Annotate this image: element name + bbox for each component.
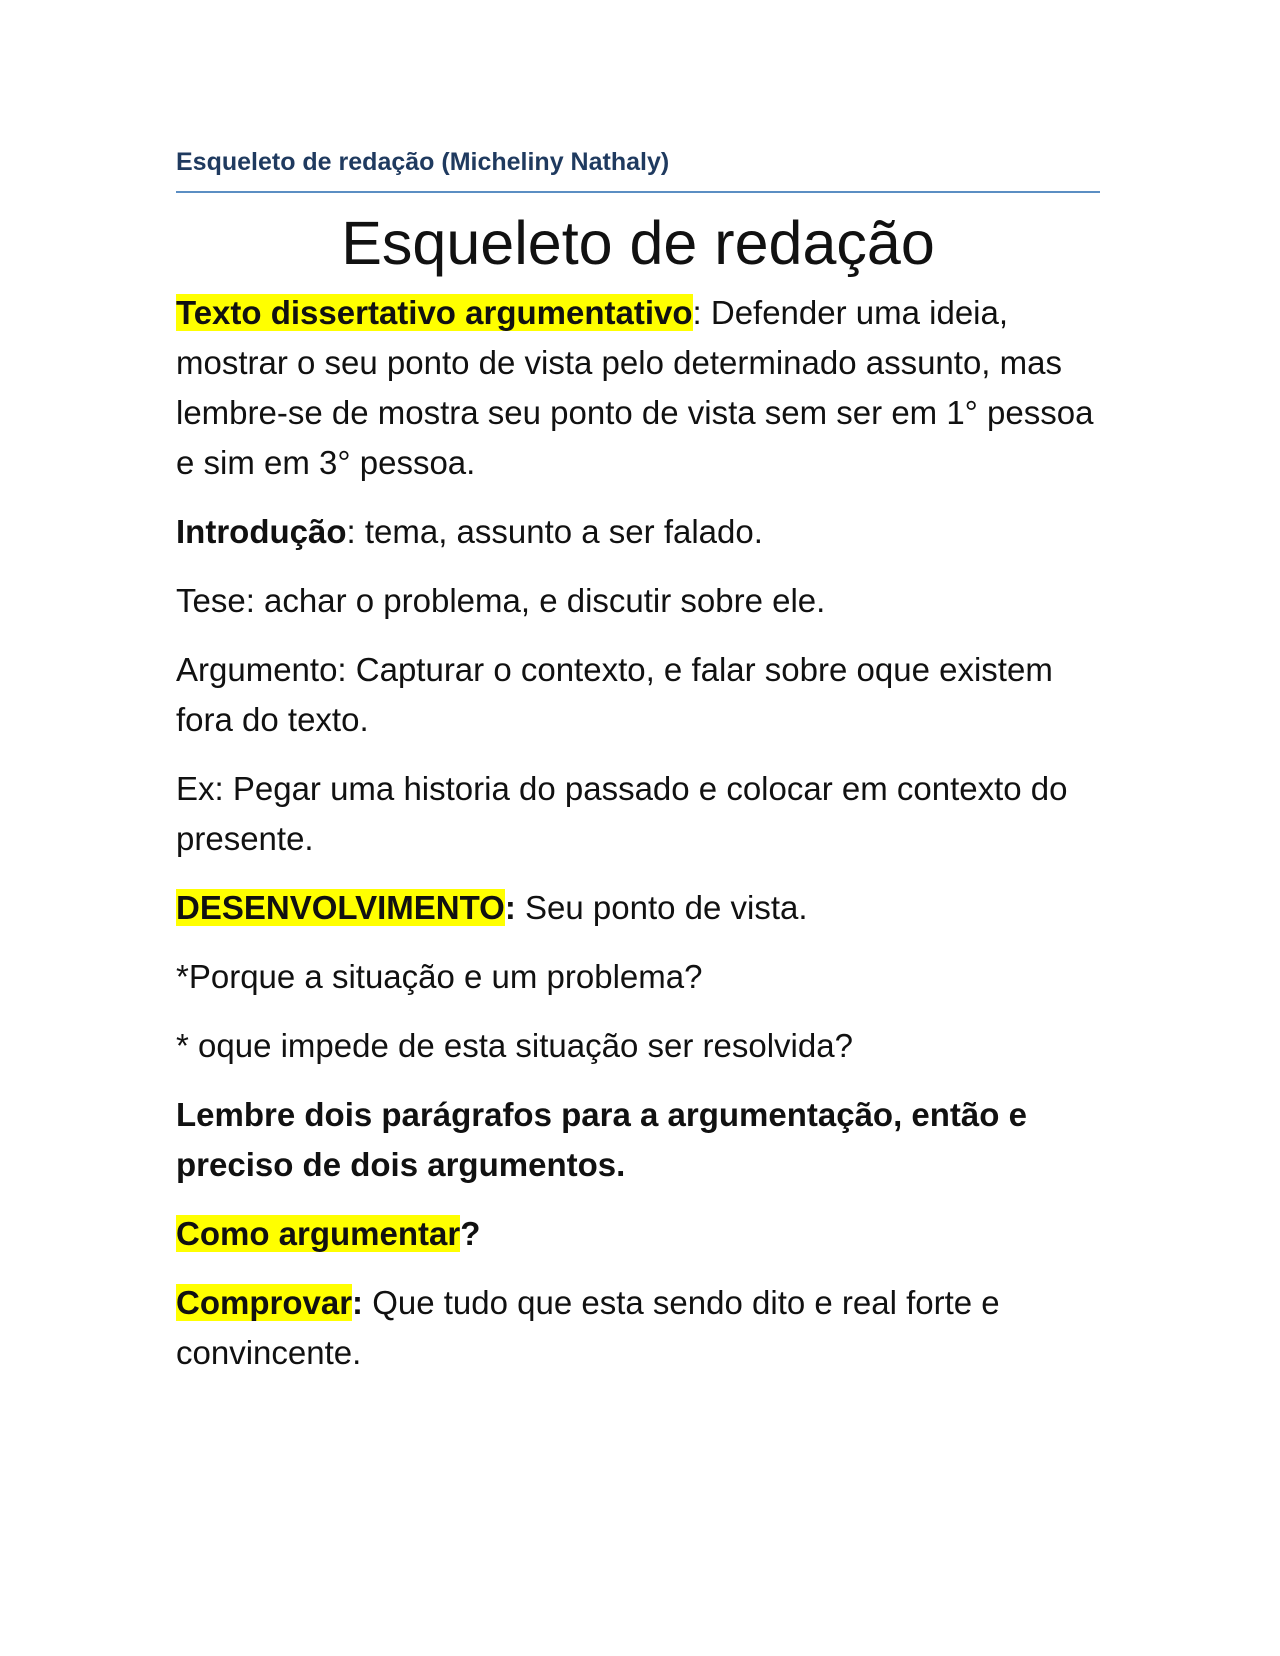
term-separator: : bbox=[352, 1283, 364, 1321]
highlighted-term: DESENVOLVIMENTO bbox=[176, 888, 505, 926]
page-title: Esqueleto de redação bbox=[341, 208, 935, 277]
paragraph-text: Seu ponto de vista. bbox=[515, 888, 808, 926]
term-separator: : bbox=[692, 293, 702, 331]
highlighted-term: Como argumentar bbox=[176, 1214, 461, 1252]
paragraph-tese: Tese: achar o problema, e discutir sobre ele. bbox=[176, 581, 826, 619]
paragraph-desenvolvimento bbox=[176, 883, 1100, 933]
paragraph-exemplo: Ex: Pegar uma historia do passado e colocar em contexto do presente. bbox=[176, 769, 1068, 857]
term-separator: : bbox=[504, 888, 516, 926]
bold-term: Introdução bbox=[176, 512, 347, 550]
document-page bbox=[176, 146, 1100, 1397]
paragraph-question-1: *Porque a situação e um problema? bbox=[176, 957, 703, 995]
paragraph-text: Que tudo que esta sendo dito e real forte e convincente. bbox=[176, 1283, 1000, 1371]
paragraph-text: Defender uma ideia, mostrar o seu ponto de vista pelo determinado assunto, mas lembre-se de mostra seu ponto de vista sem ser em 1° pessoa e sim em 3° pessoa. bbox=[176, 293, 1094, 481]
paragraph-question-2: * oque impede de esta situação ser resolvida? bbox=[176, 1026, 853, 1064]
paragraph-argumento: Argumento: Capturar o contexto, e falar sobre oque existem fora do texto. bbox=[176, 650, 1053, 738]
paragraph-lembre: Lembre dois parágrafos para a argumentação, então e preciso de dois argumentos. bbox=[176, 1095, 1027, 1183]
highlighted-term: Comprovar bbox=[176, 1283, 353, 1321]
paragraph-comprovar bbox=[176, 1278, 1100, 1378]
paragraph-texto-dissertativo bbox=[176, 288, 1100, 488]
paragraph-como-argumentar bbox=[176, 1209, 1100, 1259]
term-separator: ? bbox=[460, 1214, 481, 1252]
document-header: Esqueleto de redação (Micheliny Nathaly) bbox=[176, 146, 1100, 193]
paragraph-text: : tema, assunto a ser falado. bbox=[346, 512, 763, 550]
paragraph-introducao bbox=[176, 507, 1100, 557]
highlighted-term: Texto dissertativo argumentativo bbox=[176, 293, 693, 331]
